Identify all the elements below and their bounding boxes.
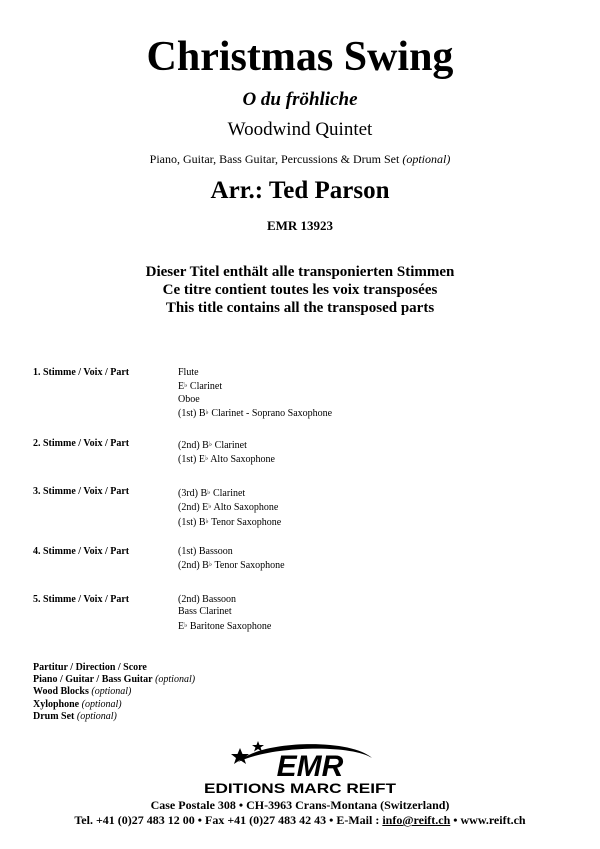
instrument-line: (1st) Bassoon: [178, 546, 233, 557]
part-instruments: [178, 367, 332, 420]
website-text: • www.reift.ch: [450, 813, 526, 827]
logo-name: EDITIONS MARC REIFT: [204, 780, 397, 796]
part-instruments: [178, 594, 271, 633]
star-icon: [231, 748, 249, 764]
additional-parts: [33, 662, 195, 723]
part-label: 4. Stimme / Voix / Part: [33, 546, 130, 557]
instrument-line: (2nd) B♭ Tenor Saxophone: [178, 560, 285, 572]
instrumentation-note: (optional): [402, 152, 451, 166]
extra-item: Partitur / Direction / Score: [33, 662, 147, 673]
contact-text: Tel. +41 (0)27 483 12 00 • Fax +41 (0)27 483 42 43 • E-Mail :: [74, 813, 383, 827]
extra-item: Wood Blocks (optional): [33, 686, 132, 698]
part-instruments: [178, 546, 285, 573]
part-label: 2. Stimme / Voix / Part: [33, 438, 130, 449]
notice-german: Dieser Titel enthält alle transponierten Stimmen: [145, 264, 455, 280]
extra-item: Piano / Guitar / Bass Guitar (optional): [33, 674, 196, 686]
score-subtitle: O du fröhliche: [242, 89, 358, 110]
notice-french: Ce titre contient toutes les voix transposées: [162, 282, 438, 298]
instrument-line: (2nd) B♭ Clarinet: [178, 440, 247, 451]
star-icon: [252, 741, 264, 752]
instrumentation-text: Piano, Guitar, Bass Guitar, Percussions & Drum Set: [149, 152, 400, 166]
catalog-number: EMR 13923: [266, 218, 334, 233]
logo-mark: EMR: [276, 750, 344, 783]
instrument-line: (1st) B♭ Clarinet - Soprano Saxophone: [178, 407, 333, 419]
instrument-line: Flute: [178, 367, 199, 378]
publisher-address: Case Postale 308 • CH-3963 Crans-Montana (Switzerland): [150, 798, 450, 812]
email-link[interactable]: info@reift.ch: [382, 813, 451, 827]
part-label: 1. Stimme / Voix / Part: [33, 367, 130, 378]
instrument-line: Bass Clarinet: [178, 606, 232, 618]
part-instruments: [178, 486, 281, 529]
instrument-line: (2nd) E♭ Alto Saxophone: [178, 502, 279, 514]
part-instruments: [178, 438, 275, 467]
instrument-line: (3rd) B♭ Clarinet: [178, 488, 246, 499]
instrument-line: E♭ Baritone Saxophone: [178, 620, 272, 632]
part-label: 3. Stimme / Voix / Part: [33, 486, 130, 497]
ensemble: Woodwind Quintet: [227, 119, 373, 140]
score-title: Christmas Swing: [146, 34, 454, 80]
publisher-contact: [0, 813, 600, 828]
instrumentation: [0, 151, 600, 167]
publisher-logo: [200, 738, 400, 796]
transposition-notice: [0, 263, 600, 317]
instrument-line: (2nd) Bassoon: [178, 594, 237, 605]
instrument-line: Oboe: [178, 393, 200, 405]
extra-item: Xylophone (optional): [33, 698, 122, 710]
arranger: Arr.: Ted Parson: [210, 177, 390, 204]
notice-english: This title contains all the transposed parts: [165, 300, 435, 316]
extra-item: Drum Set (optional): [33, 710, 117, 722]
instrument-line: E♭ Clarinet: [178, 381, 223, 393]
instrument-line: (1st) E♭ Alto Saxophone: [178, 454, 275, 466]
instrument-line: (1st) B♭ Tenor Saxophone: [178, 516, 282, 528]
part-label: 5. Stimme / Voix / Part: [33, 594, 130, 605]
